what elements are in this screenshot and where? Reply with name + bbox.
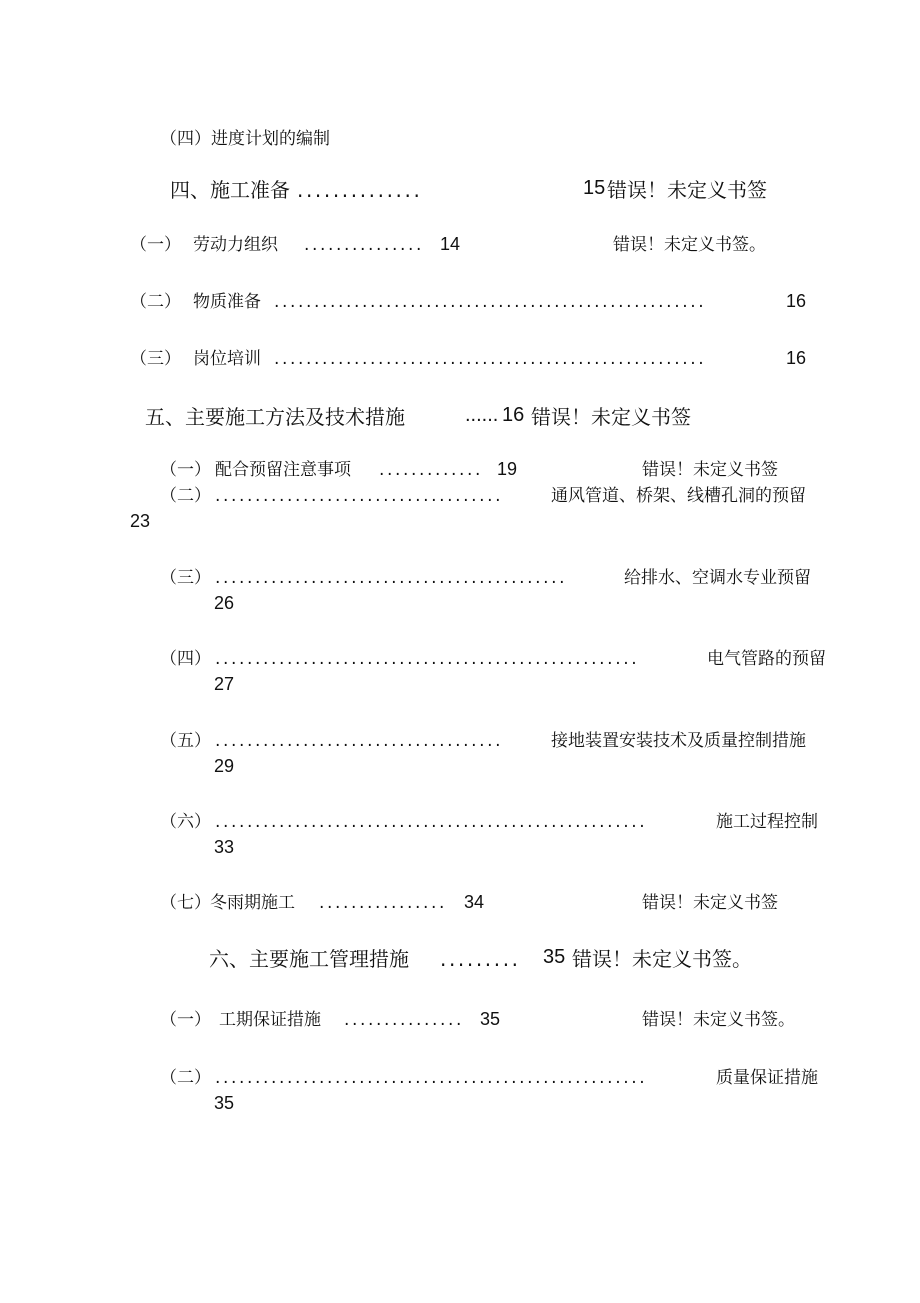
toc-entry-grounding-dots: .................................... <box>215 731 504 751</box>
toc-entry-construction-prep-page: 15 <box>583 177 606 199</box>
toc-entry-winter-rain-page: 34 <box>464 892 485 912</box>
toc-entry-schedule-assurance-title: 工期保证措施 <box>219 1010 321 1030</box>
toc-entry-process-control-page: 33 <box>214 837 235 857</box>
toc-entry-labor-title: 劳动力组织 <box>193 235 278 255</box>
toc-entry-training-dots: ...................................................... <box>274 349 707 369</box>
toc-entry-construction-prep-title: 四、施工准备 <box>170 178 290 202</box>
toc-entry-grounding-prefix: （五） <box>160 731 211 751</box>
toc-entry-winter-rain-error: 错误！未定义书签 <box>642 893 778 913</box>
toc-entry-materials-dots: ...................................................... <box>274 292 707 312</box>
toc-entry-winter-rain-dots: ................ <box>319 893 448 913</box>
toc-entry-process-control-title: 施工过程控制 <box>716 812 818 832</box>
toc-entry-conduit-prefix: （四） <box>160 649 211 669</box>
toc-entry-training-prefix: （三） <box>130 349 181 369</box>
toc-entry-schedule-assurance-prefix: （一） <box>160 1010 211 1030</box>
toc-entry-labor-page: 14 <box>440 234 461 254</box>
toc-entry-quality-assurance-page: 35 <box>214 1093 235 1113</box>
toc-entry-plumbing-title: 给排水、空调水专业预留 <box>624 568 811 588</box>
toc-entry-conduit-dots: ..................................................... <box>215 649 640 669</box>
toc-entry-management-dots: ......... <box>440 947 521 971</box>
toc-entry-construction-prep-dots: .............. <box>297 178 423 202</box>
toc-entry-management-error: 错误！未定义书签。 <box>572 947 752 971</box>
toc-entry-labor-dots: ............... <box>304 235 425 255</box>
toc-entry-conduit-title: 电气管路的预留 <box>707 649 826 669</box>
toc-entry-schedule-assurance-page: 35 <box>480 1009 501 1029</box>
toc-entry-construction-prep-error: 错误！未定义书签 <box>607 178 767 202</box>
toc-entry-methods-dots: ...... <box>465 404 499 426</box>
toc-entry-reservation-notes-dots: ............. <box>379 460 484 480</box>
toc-entry-plumbing-dots: ............................................ <box>215 568 568 588</box>
toc-entry-ducts-prefix: （二） <box>160 486 211 506</box>
toc-entry-reservation-notes-page: 19 <box>497 459 518 479</box>
toc-entry-management-page: 35 <box>543 946 566 968</box>
toc-entry-grounding-page: 29 <box>214 756 235 776</box>
toc-entry-training-title: 岗位培训 <box>193 349 261 369</box>
toc-entry-training-page: 16 <box>786 348 807 368</box>
toc-entry-plumbing-page: 26 <box>214 593 235 613</box>
toc-entry-materials-prefix: （二） <box>130 292 181 312</box>
toc-entry-quality-assurance-title: 质量保证措施 <box>716 1068 818 1088</box>
toc-entry-ducts-page: 23 <box>130 511 151 531</box>
toc-entry-methods-title: 五、主要施工方法及技术措施 <box>145 405 405 429</box>
toc-entry-quality-assurance-dots: ...................................................... <box>215 1068 648 1088</box>
toc-entry-winter-rain-prefix: （七） <box>160 893 211 913</box>
toc-entry-progress-plan: （四）进度计划的编制 <box>160 129 330 149</box>
toc-entry-materials-page: 16 <box>786 291 807 311</box>
toc-entry-ducts-title: 通风管道、桥架、线槽孔洞的预留 <box>551 486 806 506</box>
toc-entry-methods-page: 16 <box>502 404 525 426</box>
toc-entry-management-title: 六、主要施工管理措施 <box>209 947 409 971</box>
toc-entry-schedule-assurance-dots: ............... <box>344 1010 465 1030</box>
toc-entry-grounding-title: 接地装置安装技术及质量控制措施 <box>551 731 806 751</box>
toc-entry-conduit-page: 27 <box>214 674 235 694</box>
toc-entry-schedule-assurance-error: 错误！未定义书签。 <box>642 1010 795 1030</box>
toc-entry-process-control-dots: ...................................................... <box>215 812 648 832</box>
toc-entry-reservation-notes-prefix: （一） <box>160 460 211 480</box>
toc-entry-reservation-notes-title: 配合预留注意事项 <box>215 460 351 480</box>
toc-entry-quality-assurance-prefix: （二） <box>160 1068 211 1088</box>
toc-entry-process-control-prefix: （六） <box>160 812 211 832</box>
toc-entry-winter-rain-title: 冬雨期施工 <box>210 893 295 913</box>
toc-entry-reservation-notes-error: 错误！未定义书签 <box>642 460 778 480</box>
toc-entry-materials-title: 物质准备 <box>193 292 261 312</box>
toc-entry-labor-error: 错误！未定义书签。 <box>613 235 766 255</box>
toc-entry-ducts-dots: .................................... <box>215 486 504 506</box>
toc-entry-labor-prefix: （一） <box>130 235 181 255</box>
toc-entry-methods-error: 错误！未定义书签 <box>531 405 691 429</box>
toc-entry-plumbing-prefix: （三） <box>160 568 211 588</box>
